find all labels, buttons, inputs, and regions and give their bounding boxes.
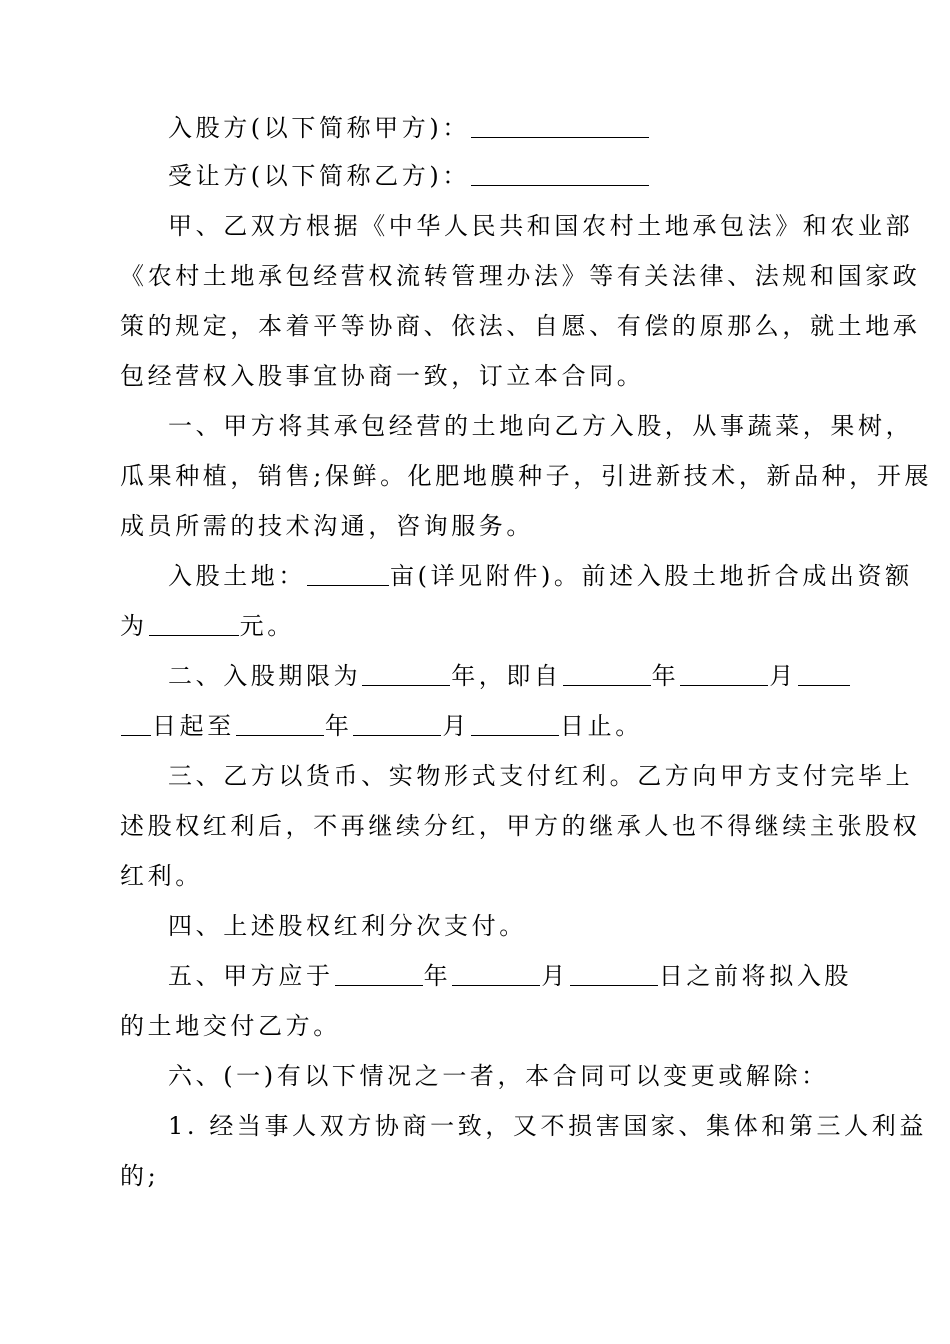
term-until-text: 日起至 [152, 712, 235, 740]
start-month-unit: 月 [769, 662, 797, 690]
clause-3-line-3: 红利。 [120, 862, 203, 890]
end-year-unit: 年 [324, 712, 353, 740]
term-label: 二、入股期限为 [168, 662, 362, 690]
party-b-label: 受让方(以下简称乙方)： [168, 162, 470, 190]
land-share-line [168, 558, 913, 594]
party-a-line [168, 110, 888, 146]
end-month-blank[interactable] [353, 711, 441, 736]
delivery-day-blank[interactable] [570, 961, 658, 986]
clause-5-line-1 [168, 958, 888, 994]
clause-1-line-3: 成员所需的技术沟通，咨询服务。 [120, 512, 534, 540]
delivery-year-unit: 年 [423, 962, 452, 990]
delivery-month-unit: 月 [541, 962, 569, 990]
clause-2-line-1 [168, 658, 888, 694]
start-year-blank[interactable] [563, 661, 651, 686]
term-years-blank[interactable] [362, 661, 450, 686]
preamble-line-3: 策的规定，本着平等协商、依法、自愿、有偿的原那么，就土地承 [120, 312, 921, 340]
preamble-line-2: 《农村土地承包经营权流转管理办法》等有关法律、法规和国家政 [120, 262, 921, 290]
clause-3-line-1: 三、乙方以货币、实物形式支付红利。乙方向甲方支付完毕上 [168, 762, 914, 790]
delivery-month-blank[interactable] [452, 961, 540, 986]
end-day-unit: 日止。 [560, 712, 643, 740]
end-month-unit: 月 [442, 712, 471, 740]
start-day-blank-a[interactable] [798, 661, 850, 686]
party-a-label: 入股方(以下简称甲方)： [168, 114, 470, 142]
delivery-day-text: 日之前将拟入股 [658, 962, 853, 990]
party-a-blank[interactable] [471, 113, 649, 138]
clause-1-line-2: 瓜果种植，销售;保鲜。化肥地膜种子，引进新技术，新品种，开展 [120, 462, 933, 490]
party-b-line [168, 158, 888, 194]
clause-3-line-2: 述股权红利后，不再继续分红，甲方的继承人也不得继续主张股权 [120, 812, 921, 840]
clause-1-line-1: 一、甲方将其承包经营的土地向乙方入股，从事蔬菜，果树， [168, 412, 914, 440]
capital-prefix: 为 [120, 612, 148, 640]
land-area-blank[interactable] [307, 561, 389, 586]
party-b-blank[interactable] [471, 161, 649, 186]
delivery-year-blank[interactable] [335, 961, 423, 986]
start-year-unit: 年 [651, 662, 680, 690]
start-day-blank-b[interactable] [121, 711, 151, 736]
term-from-text: 年，即自 [451, 662, 562, 690]
clause-6-item-1-line-2: 的; [120, 1162, 160, 1190]
capital-suffix: 元。 [239, 612, 295, 640]
clause-4-line: 四、上述股权红利分次支付。 [168, 912, 527, 940]
clause-5-line-2: 的土地交付乙方。 [120, 1012, 341, 1040]
land-share-label: 入股土地： [168, 562, 306, 590]
end-day-blank[interactable] [471, 711, 559, 736]
delivery-label: 五、甲方应于 [168, 962, 334, 990]
clause-6-heading: 六、(一)有以下情况之一者，本合同可以变更或解除： [168, 1062, 829, 1090]
land-share-text: 亩(详见附件)。前述入股土地折合成出资额 [390, 562, 913, 590]
preamble-line-4: 包经营权入股事宜协商一致，订立本合同。 [120, 362, 645, 390]
capital-amount-blank[interactable] [149, 611, 239, 636]
clause-6-item-1-line-1: 1. 经当事人双方协商一致，又不损害国家、集体和第三人利益 [168, 1112, 927, 1140]
capital-line [120, 608, 840, 644]
start-month-blank[interactable] [680, 661, 768, 686]
preamble-line-1: 甲、乙双方根据《中华人民共和国农村土地承包法》和农业部 [168, 212, 914, 240]
end-year-blank[interactable] [236, 711, 324, 736]
clause-2-line-2 [120, 708, 840, 744]
